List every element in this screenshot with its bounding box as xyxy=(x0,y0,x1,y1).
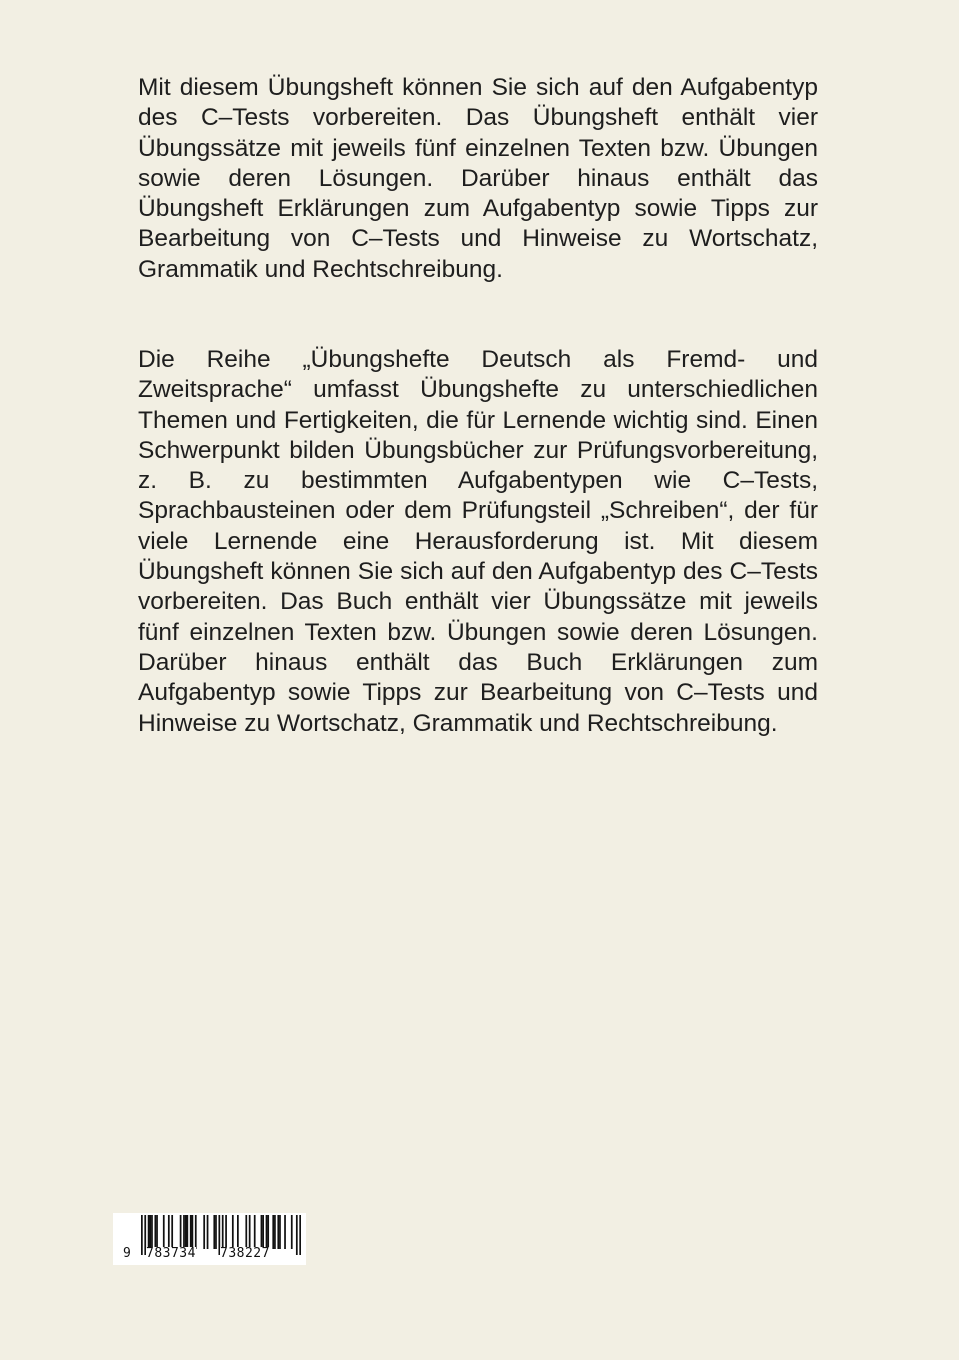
barcode-digit-first: 9 xyxy=(123,1246,132,1261)
barcode-bar xyxy=(299,1215,301,1255)
barcode-digits-left: 783734 xyxy=(146,1246,196,1261)
isbn-barcode xyxy=(113,1213,306,1265)
barcode-bar xyxy=(232,1215,234,1249)
barcode-bar xyxy=(156,1215,158,1249)
barcode-bar xyxy=(190,1215,192,1249)
barcode-bar xyxy=(215,1215,217,1249)
barcode-digits-right: 738227 xyxy=(220,1246,270,1261)
barcode-bar xyxy=(277,1215,279,1249)
barcode-bar xyxy=(195,1215,197,1249)
barcode-bar xyxy=(149,1215,151,1249)
barcode-bar xyxy=(148,1215,150,1249)
barcode-bar xyxy=(192,1215,194,1249)
description-paragraph-2: Die Reihe „Übungshefte Deutsch als Fremd- und Zweitsprache“ umfasst Übungshefte zu unterschiedlichen Themen und Fertigkeiten, die für Lernende wichtig sind. Einen Schwerpunkt bilden Übungsbücher zur Prüfungsvorbereitung, z. B. zu bestimmten Aufgabentypen wie C–Tests, Sprachbausteinen oder dem Prüfungsteil „Schreiben“, der für viele Lernende eine Herausforderung ist. Mit diesem Übungsheft können Sie sich auf den Aufgabentyp des C–Tests vorbereiten. Das Buch enthält vier Übungssätze mit jeweils fünf einzelnen Texten bzw. Übungen sowie deren Lösungen. Darüber hinaus enthält das Buch Erklärungen zum Aufgabentyp sowie Tipps zur Bearbeitung von C–Tests und Hinweise zu Wortschatz, Grammatik und Rechtschreibung. xyxy=(138,346,818,737)
barcode-bar xyxy=(186,1215,188,1249)
barcode-bar xyxy=(168,1215,170,1249)
barcode-bar xyxy=(203,1215,205,1249)
barcode-bar xyxy=(213,1215,215,1249)
barcode-bar xyxy=(274,1215,276,1249)
barcode-bar xyxy=(183,1215,185,1249)
barcode-bar xyxy=(262,1215,264,1249)
barcode-bar xyxy=(249,1215,251,1249)
barcode-bar xyxy=(254,1215,256,1249)
barcode-bar xyxy=(266,1215,268,1249)
barcode-bar xyxy=(207,1215,209,1249)
barcode-bar xyxy=(185,1215,187,1249)
barcode-bar xyxy=(151,1215,153,1249)
barcode-bar xyxy=(279,1215,281,1249)
barcode-bar xyxy=(163,1215,165,1249)
barcode-bar xyxy=(154,1215,156,1249)
barcode-bar xyxy=(296,1215,298,1255)
barcode-bar xyxy=(272,1215,274,1249)
barcode-bar xyxy=(141,1215,143,1255)
barcode-bar xyxy=(225,1215,227,1249)
description-paragraph-1: Mit diesem Übungsheft können Sie sich auf den Aufgabentyp des C–Tests vorbereiten. Das Übungsheft enthält vier Übungssätze mit jeweils fünf einzelnen Texten bzw. Übungen sowie deren Lösungen. Darüber hinaus enthält das Übungsheft Erklärungen zum Aufgabentyp sowie Tipps zur Bearbeitung von C–Tests und Hinweise zu Wortschatz, Grammatik und Rechtschreibung. xyxy=(138,74,818,283)
barcode-bar xyxy=(284,1215,286,1249)
barcode-bar xyxy=(267,1215,269,1249)
barcode-bar xyxy=(180,1215,182,1249)
barcode-bar xyxy=(291,1215,293,1249)
barcode-bar xyxy=(171,1215,173,1249)
barcode-bar xyxy=(245,1215,247,1249)
barcode-bar xyxy=(237,1215,239,1249)
barcode-bar xyxy=(261,1215,263,1249)
